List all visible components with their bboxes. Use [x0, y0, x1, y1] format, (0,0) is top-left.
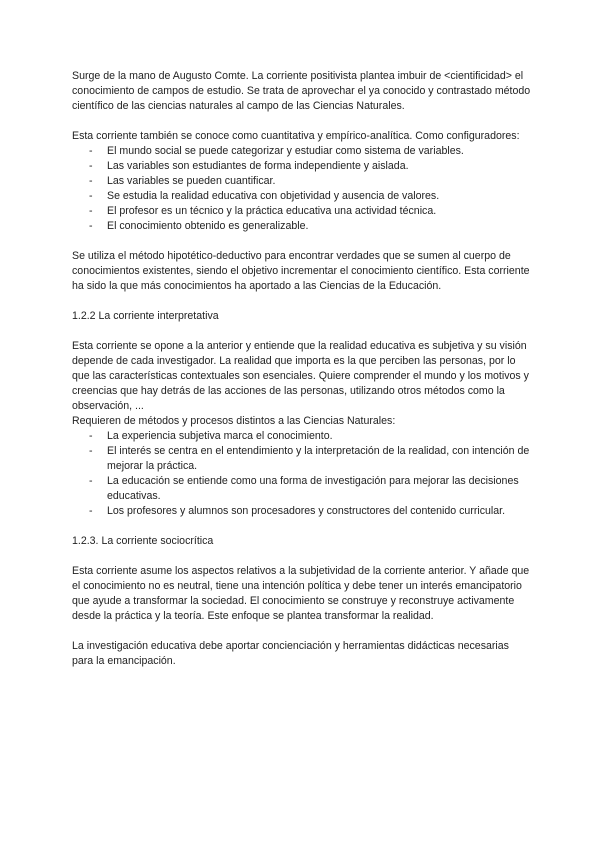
spacer: [72, 549, 532, 564]
spacer: [72, 294, 532, 309]
list-item: - El interés se centra en el entendimiento y la interpretación de la realidad, con intención de mejorar la práctica.: [72, 444, 532, 474]
list-item: - Las variables son estudiantes de forma independiente y aislada.: [72, 159, 532, 174]
list-item: - La experiencia subjetiva marca el conocimiento.: [72, 429, 532, 444]
list-item: - Los profesores y alumnos son procesadores y constructores del contenido curricular.: [72, 504, 532, 519]
positivista-lead: Esta corriente también se conoce como cuantitativa y empírico-analítica. Como configuradores:: [72, 130, 520, 142]
section-heading-sociocritica: 1.2.3. La corriente sociocrítica: [72, 535, 214, 547]
spacer: [72, 519, 532, 534]
spacer: [72, 114, 532, 129]
spacer: [72, 324, 532, 339]
sociocritica-closing: La investigación educativa debe aportar concienciación y herramientas didácticas necesarias para la emancipación.: [72, 640, 509, 667]
list-item: - El profesor es un técnico y la práctica educativa una actividad técnica.: [72, 204, 532, 219]
positivista-list: [72, 144, 532, 234]
document-page: [72, 69, 532, 669]
interpretativa-lead: Requieren de métodos y procesos distintos a las Ciencias Naturales:: [72, 415, 396, 427]
list-item: - Se estudia la realidad educativa con objetividad y ausencia de valores.: [72, 189, 532, 204]
positivista-closing: Se utiliza el método hipotético-deductivo para encontrar verdades que se sumen al cuerpo de conocimientos existentes, siendo el objetivo incrementar el conocimiento científico. Esta corriente ha sido la que más conocimientos ha aportado a las Ciencias de la Educación.: [72, 250, 530, 292]
list-item: - Las variables se pueden cuantificar.: [72, 174, 532, 189]
section-heading-interpretativa: 1.2.2 La corriente interpretativa: [72, 310, 219, 322]
intro-paragraph: Surge de la mano de Augusto Comte. La corriente positivista plantea imbuir de <cientificidad> el conocimiento de campos de estudio. Se trata de aprovechar el ya conocido y contrastado método científico de las ciencias naturales al campo de las Ciencias Naturales.: [72, 70, 531, 112]
sociocritica-paragraph: Esta corriente asume los aspectos relativos a la subjetividad de la corriente anterior. Y añade que el conocimiento no es neutral, tiene una intención política y debe tener un interés emancipatorio que ayude a transformar la sociedad. El conocimiento se construye y reconstruye activamente desde la práctica y la teoría. Este enfoque se plantea transformar la realidad.: [72, 565, 530, 622]
spacer: [72, 624, 532, 639]
list-item: - El conocimiento obtenido es generalizable.: [72, 219, 532, 234]
interpretativa-list: [72, 429, 532, 519]
interpretativa-paragraph: Esta corriente se opone a la anterior y entiende que la realidad educativa es subjetiva y su visión depende de cada investigador. La realidad que importa es la que perciben las personas, por lo que las características contextuales son esenciales. Quiere comprender el mundo y los motivos y creencias que hay detrás de las acciones de las personas, utilizando otros métodos como la observación, ...: [72, 340, 529, 412]
spacer: [72, 234, 532, 249]
list-item: - El mundo social se puede categorizar y estudiar como sistema de variables.: [72, 144, 532, 159]
list-item: - La educación se entiende como una forma de investigación para mejorar las decisiones educativas.: [72, 474, 532, 504]
